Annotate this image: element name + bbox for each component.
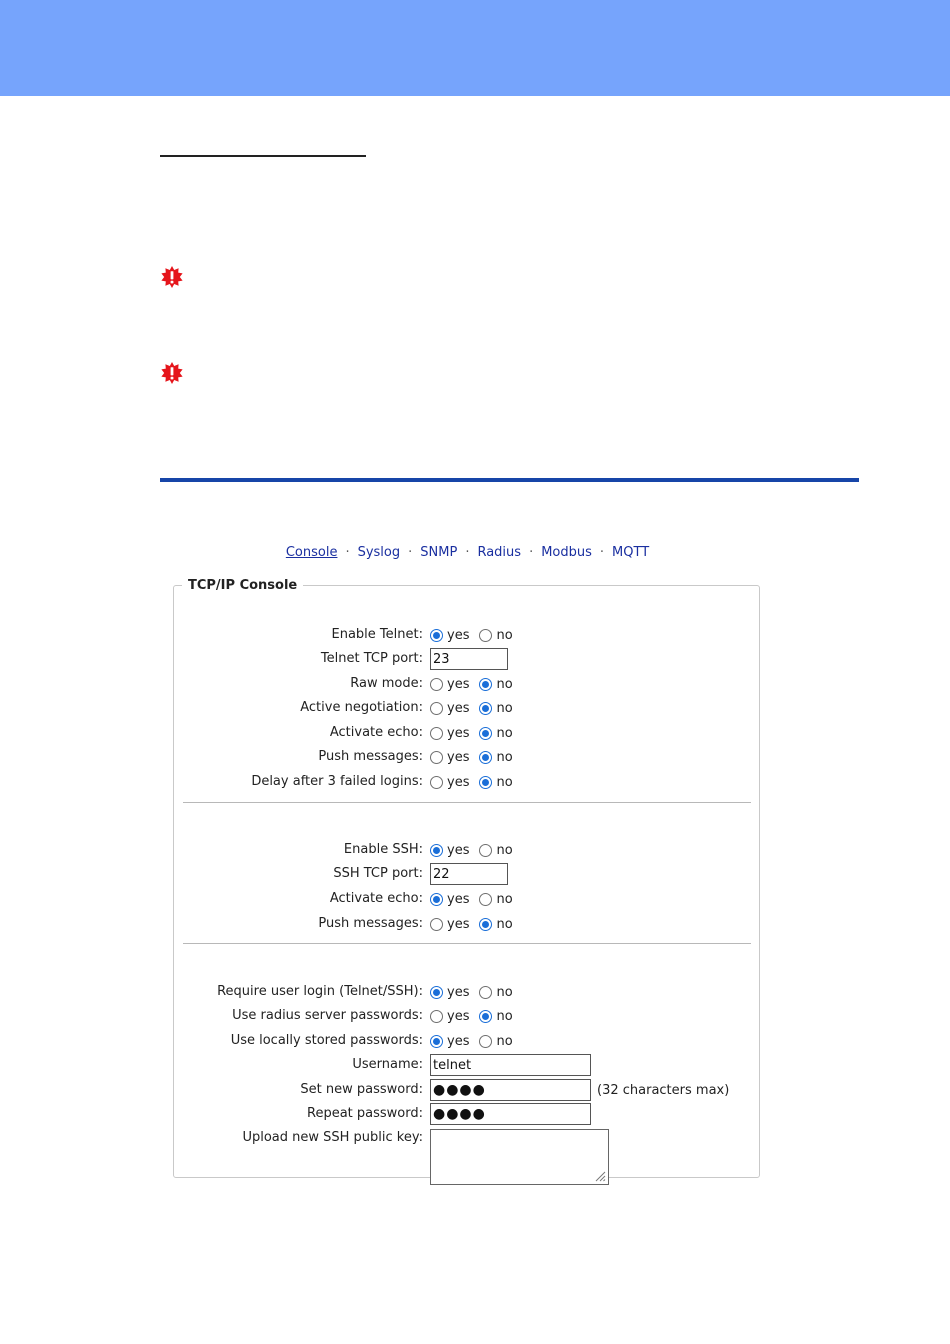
radio-checked-icon[interactable] [430, 986, 443, 999]
radio-option-no[interactable] [479, 1009, 512, 1024]
field-label: SSH TCP port: [333, 866, 423, 881]
radio-label: no [496, 627, 513, 643]
telnet-port-row [174, 649, 761, 669]
radio-label: yes [447, 891, 470, 907]
active-negotiation-radio-group [430, 698, 513, 718]
active-negotiation-row [174, 698, 761, 718]
require-login-radio-group [430, 982, 513, 1002]
field-label: Enable Telnet: [331, 627, 423, 642]
tab-snmp[interactable]: SNMP [420, 545, 458, 560]
radio-option-no[interactable] [479, 750, 512, 765]
repeat-password-input[interactable]: ●●●● [430, 1103, 591, 1125]
delay-failed-logins-radio-group [430, 772, 513, 792]
field-label: Use radius server passwords: [232, 1008, 423, 1023]
nav-separator: · [408, 545, 413, 560]
radio-option-no[interactable] [479, 892, 512, 907]
radio-label: no [496, 774, 513, 790]
radio-label: no [496, 700, 513, 716]
radio-label: yes [447, 1033, 470, 1049]
radio-label: yes [447, 627, 470, 643]
field-label: Active negotiation: [300, 700, 423, 715]
radio-unchecked-icon[interactable] [479, 893, 492, 906]
radio-option-yes[interactable] [430, 1009, 469, 1024]
telnet-echo-radio-group [430, 723, 513, 743]
radio-option-no[interactable] [479, 917, 512, 932]
password-hint: (32 characters max) [597, 1082, 730, 1098]
radio-unchecked-icon[interactable] [479, 986, 492, 999]
heading-underline [160, 155, 366, 157]
new-password-row [174, 1080, 761, 1100]
ssh-push-radio-group [430, 914, 513, 934]
radio-checked-icon[interactable] [479, 678, 492, 691]
ssh-key-textarea[interactable] [430, 1129, 609, 1185]
top-banner [0, 0, 950, 96]
radio-checked-icon[interactable] [479, 727, 492, 740]
radio-option-no[interactable] [479, 1034, 512, 1049]
radio-option-yes[interactable] [430, 892, 469, 907]
radio-label: no [496, 1033, 513, 1049]
new-password-input[interactable]: ●●●● [430, 1079, 591, 1101]
radio-label: yes [447, 916, 470, 932]
radio-checked-icon[interactable] [479, 751, 492, 764]
field-label: Delay after 3 failed logins: [251, 774, 423, 789]
raw-mode-row [174, 674, 761, 694]
field-label: Raw mode: [350, 676, 423, 691]
radio-label: no [496, 984, 513, 1000]
radius-passwords-radio-group [430, 1006, 513, 1026]
radio-option-yes[interactable] [430, 1034, 469, 1049]
radio-label: no [496, 749, 513, 765]
warning-burst-icon [160, 361, 184, 385]
group-separator [183, 943, 751, 944]
telnet-push-radio-group [430, 747, 513, 767]
field-label: Upload new SSH public key: [242, 1130, 423, 1145]
radio-option-yes[interactable] [430, 750, 469, 765]
panel-legend: TCP/IP Console [188, 578, 298, 593]
field-label: Push messages: [318, 916, 423, 931]
radio-label: no [496, 725, 513, 741]
radio-checked-icon[interactable] [430, 1035, 443, 1048]
radio-option-yes[interactable] [430, 917, 469, 932]
ssh-echo-radio-group [430, 889, 513, 909]
field-label: Require user login (Telnet/SSH): [217, 984, 423, 999]
radio-option-no[interactable] [479, 843, 512, 858]
nav-separator: · [465, 545, 470, 560]
tab-radius[interactable]: Radius [477, 545, 522, 560]
radio-unchecked-icon[interactable] [479, 1035, 492, 1048]
field-label: Telnet TCP port: [320, 651, 423, 666]
radio-checked-icon[interactable] [479, 702, 492, 715]
field-label: Push messages: [318, 749, 423, 764]
radio-option-no[interactable] [479, 985, 512, 1000]
radio-checked-icon[interactable] [430, 844, 443, 857]
ssh-port-row [174, 864, 761, 884]
field-label: Use locally stored passwords: [230, 1033, 423, 1048]
radio-label: no [496, 842, 513, 858]
radio-label: yes [447, 749, 470, 765]
radio-option-yes[interactable] [430, 701, 469, 716]
repeat-password-row [174, 1104, 761, 1124]
section-divider [160, 478, 859, 482]
radio-checked-icon[interactable] [430, 893, 443, 906]
radio-unchecked-icon[interactable] [479, 844, 492, 857]
radio-checked-icon[interactable] [430, 629, 443, 642]
radio-label: no [496, 891, 513, 907]
telnet-port-input[interactable]: 23 [430, 648, 508, 670]
tab-console[interactable]: Console [285, 545, 338, 560]
warning-burst-icon [160, 265, 184, 289]
radio-option-no[interactable] [479, 775, 512, 790]
radio-option-yes[interactable] [430, 677, 469, 692]
radio-option-no[interactable] [479, 726, 512, 741]
radio-unchecked-icon[interactable] [430, 751, 443, 764]
radio-label: no [496, 1008, 513, 1024]
ssh-push-row [174, 914, 761, 934]
field-label: Repeat password: [307, 1106, 423, 1121]
username-row [174, 1055, 761, 1075]
radio-label: yes [447, 700, 470, 716]
radio-option-yes[interactable] [430, 843, 469, 858]
radio-label: yes [447, 774, 470, 790]
radio-checked-icon[interactable] [479, 776, 492, 789]
username-input[interactable]: telnet [430, 1054, 591, 1076]
radio-option-no[interactable] [479, 677, 512, 692]
field-label: Activate echo: [329, 725, 423, 740]
field-label: Activate echo: [329, 891, 423, 906]
tcpip-console-panel [173, 578, 760, 1178]
enable-telnet-row [174, 625, 761, 645]
radio-unchecked-icon[interactable] [430, 727, 443, 740]
radio-label: no [496, 916, 513, 932]
delay-failed-logins-row [174, 772, 761, 792]
radio-unchecked-icon[interactable] [430, 776, 443, 789]
radio-unchecked-icon[interactable] [430, 678, 443, 691]
local-passwords-radio-group [430, 1031, 513, 1051]
radio-checked-icon[interactable] [479, 1010, 492, 1023]
telnet-push-row [174, 747, 761, 767]
enable-ssh-row [174, 840, 761, 860]
nav-separator: · [345, 545, 350, 560]
radio-option-yes[interactable] [430, 628, 469, 643]
group-separator [183, 802, 751, 803]
ssh-port-input[interactable]: 22 [430, 863, 508, 885]
radio-option-no[interactable] [479, 701, 512, 716]
radio-option-yes[interactable] [430, 985, 469, 1000]
tab-syslog[interactable]: Syslog [357, 545, 401, 560]
radio-option-yes[interactable] [430, 775, 469, 790]
telnet-echo-row [174, 723, 761, 743]
raw-mode-radio-group [430, 674, 513, 694]
ssh-echo-row [174, 889, 761, 909]
radio-unchecked-icon[interactable] [430, 1010, 443, 1023]
resize-grip-icon[interactable] [594, 1170, 606, 1182]
radio-unchecked-icon[interactable] [430, 918, 443, 931]
radio-label: yes [447, 842, 470, 858]
nav-separator: · [599, 545, 605, 560]
nav-separator: · [529, 545, 534, 560]
local-passwords-row [174, 1031, 761, 1051]
tab-mqtt[interactable]: MQTT [612, 545, 650, 560]
radio-option-yes[interactable] [430, 726, 469, 741]
enable-ssh-radio-group [430, 840, 513, 860]
radio-checked-icon[interactable] [479, 918, 492, 931]
radio-label: yes [447, 984, 470, 1000]
require-login-row [174, 982, 761, 1002]
config-tabs [0, 545, 935, 560]
enable-telnet-radio-group [430, 625, 513, 645]
radius-passwords-row [174, 1006, 761, 1026]
radio-label: yes [447, 676, 470, 692]
field-label: Enable SSH: [343, 842, 423, 857]
radio-label: yes [447, 725, 470, 741]
radio-option-no[interactable] [479, 628, 512, 643]
field-label: Username: [352, 1057, 423, 1072]
radio-label: no [496, 676, 513, 692]
radio-unchecked-icon[interactable] [430, 702, 443, 715]
radio-label: yes [447, 1008, 470, 1024]
tab-modbus[interactable]: Modbus [541, 545, 592, 560]
field-label: Set new password: [300, 1082, 423, 1097]
radio-unchecked-icon[interactable] [479, 629, 492, 642]
